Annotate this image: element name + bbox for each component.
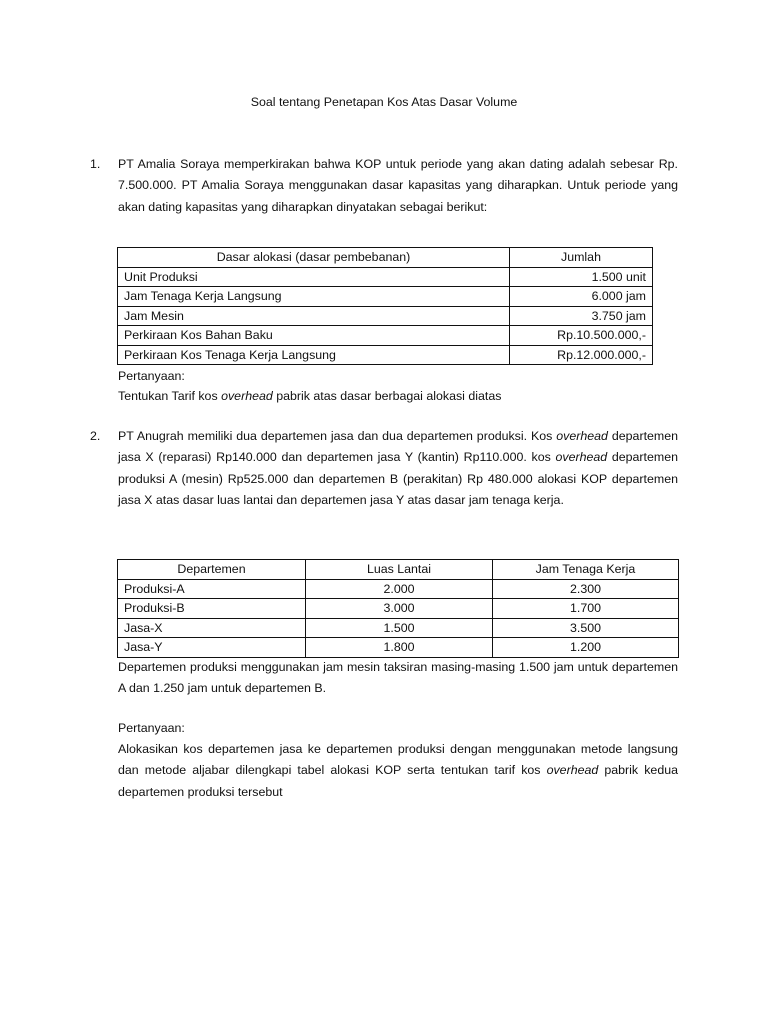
department-cell: Produksi-B <box>118 599 306 619</box>
row-label: Jam Mesin <box>118 306 510 326</box>
floor-area-cell: 3.000 <box>306 599 493 619</box>
table-row <box>118 579 679 599</box>
paragraph-text: departemen jasa X (reparasi) Rp140.000 dan departemen jasa Y (kantin) Rp110.000. kos <box>118 429 679 465</box>
table-row <box>118 599 679 619</box>
table-row <box>118 638 679 658</box>
column-header: Departemen <box>118 560 306 580</box>
labor-hours-cell: 2.300 <box>493 579 679 599</box>
paragraph-text: PT Anugrah memiliki dua departemen jasa dan dua departemen produksi. Kos <box>118 429 557 443</box>
question-2-label: Pertanyaan: <box>118 721 185 735</box>
row-value: 6.000 jam <box>510 287 653 307</box>
column-header: Dasar alokasi (dasar pembebanan) <box>118 248 510 268</box>
table-row <box>118 345 653 365</box>
table-row <box>118 326 653 346</box>
column-header: Luas Lantai <box>306 560 493 580</box>
prompt-text: Alokasikan kos departemen jasa ke departemen produksi dengan menggunakan metode langsung dan metode aljabar dilengkapi tabel alokasi KOP serta tentukan tarif kos <box>118 742 678 778</box>
table-row <box>118 618 679 638</box>
allocation-basis-table <box>117 247 653 365</box>
paragraph-italic: overhead <box>556 429 608 443</box>
column-header: Jumlah <box>510 248 653 268</box>
table-row <box>118 306 653 326</box>
row-value: Rp.10.500.000,- <box>510 326 653 346</box>
table-row <box>118 287 653 307</box>
row-label: Jam Tenaga Kerja Langsung <box>118 287 510 307</box>
prompt-text: pabrik atas dasar berbagai alokasi diatas <box>272 389 502 403</box>
row-value: 1.500 unit <box>510 267 653 287</box>
question-1-prompt <box>118 386 501 406</box>
question-2-prompt <box>118 739 678 803</box>
question-2-note: Departemen produksi menggunakan jam mesin taksiran masing-masing 1.500 jam untuk departemen A dan 1.250 jam untuk departemen B. <box>118 660 678 696</box>
row-value: 3.750 jam <box>510 306 653 326</box>
row-label: Unit Produksi <box>118 267 510 287</box>
row-value: Rp.12.000.000,- <box>510 345 653 365</box>
labor-hours-cell: 3.500 <box>493 618 679 638</box>
department-cell: Jasa-Y <box>118 638 306 658</box>
paragraph-text: departemen produksi A (mesin) Rp525.000 dan departemen B (perakitan) Rp 480.000 alokasi KOP departemen jasa X atas dasar luas lantai dan departemen jasa Y atas dasar jam tenaga kerja. <box>118 450 678 507</box>
table-header-row <box>118 248 653 268</box>
paragraph-italic: overhead <box>555 450 608 465</box>
floor-area-cell: 2.000 <box>306 579 493 599</box>
department-cell: Jasa-X <box>118 618 306 638</box>
page-title: Soal tentang Penetapan Kos Atas Dasar Volume <box>250 95 518 109</box>
department-cell: Produksi-A <box>118 579 306 599</box>
column-header: Jam Tenaga Kerja <box>493 560 679 580</box>
question-2-text <box>118 426 678 511</box>
table-header-row <box>118 560 679 580</box>
question-1-label: Pertanyaan: <box>118 369 185 383</box>
prompt-text: Tentukan Tarif kos <box>118 389 222 403</box>
department-table <box>117 559 679 658</box>
table-row <box>118 267 653 287</box>
prompt-italic: overhead <box>221 389 273 403</box>
row-label: Perkiraan Kos Bahan Baku <box>118 326 510 346</box>
prompt-text: pabrik kedua departemen produksi tersebut <box>118 763 678 799</box>
row-label: Perkiraan Kos Tenaga Kerja Langsung <box>118 345 510 365</box>
labor-hours-cell: 1.200 <box>493 638 679 658</box>
prompt-italic: overhead <box>546 763 599 778</box>
question-2-number: 2. <box>90 429 101 443</box>
question-1-number: 1. <box>90 157 101 171</box>
floor-area-cell: 1.500 <box>306 618 493 638</box>
question-1-text: PT Amalia Soraya memperkirakan bahwa KOP untuk periode yang akan dating adalah sebesar Rp. 7.500.000. PT Amalia Soraya menggunakan dasar kapasitas yang diharapkan. Untuk periode yang akan dating kapasitas yang diharapkan dinyatakan sebagai berikut: <box>118 157 678 214</box>
floor-area-cell: 1.800 <box>306 638 493 658</box>
labor-hours-cell: 1.700 <box>493 599 679 619</box>
